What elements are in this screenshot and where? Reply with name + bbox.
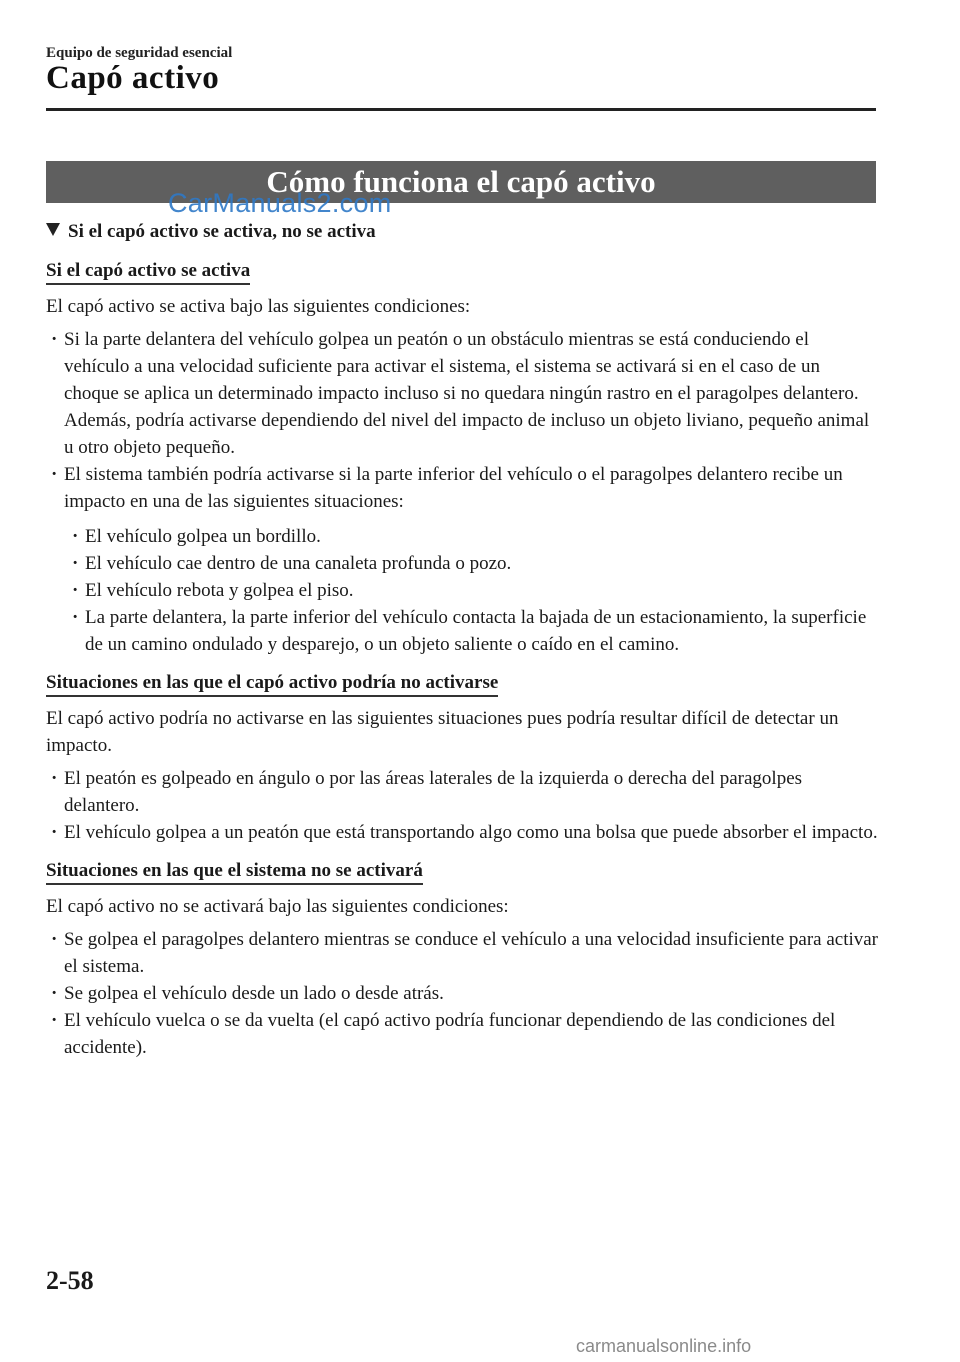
topic-heading — [46, 218, 878, 246]
section-title: Situaciones en las que el sistema no se activará — [46, 858, 423, 885]
watermark-logo: CarManuals2.com — [168, 188, 392, 218]
list-item: · El vehículo golpea un bordillo. — [67, 523, 878, 550]
section-intro: El capó activo se activa bajo las siguientes condiciones: — [46, 296, 471, 317]
bullet-list — [46, 765, 878, 846]
watermark-footer: carmanualsonline.info — [576, 1336, 752, 1356]
sub-bullet-list — [46, 523, 878, 658]
header-divider — [46, 108, 876, 111]
section-will-not-activate — [46, 857, 878, 1061]
list-item: · Si la parte delantera del vehículo golpea un peatón o un obstáculo mientras se está conduciendo el vehículo a una velocidad suficiente para activar el sistema, el sistema se activará si en el caso de un choque se aplica un determinado impacto incluso si no quedara ningún rastro en el paragolpes delantero. Además, podría activarse dependiendo del nivel del impacto de incluso un objeto liviano, pequeño animal u otro objeto pequeño. — [46, 326, 878, 461]
section-activates — [46, 257, 878, 658]
list-item: · Se golpea el paragolpes delantero mientras se conduce el vehículo a una velocidad insuficiente para activar el sistema. — [46, 926, 878, 980]
triangle-down-icon — [46, 223, 60, 236]
page-number: 2-58 — [46, 1266, 94, 1295]
list-item: · El peatón es golpeado en ángulo o por las áreas laterales de la izquierda o derecha del paragolpes delantero. — [46, 765, 878, 819]
section-banner: Cómo funciona el capó activo — [46, 161, 876, 203]
topic-heading-text: Si el capó activo se activa, no se activa — [68, 221, 376, 242]
list-item: · El vehículo cae dentro de una canaleta profunda o pozo. — [67, 550, 878, 577]
list-item: · La parte delantera, la parte inferior del vehículo contacta la bajada de un estacionamiento, la superficie de un camino ondulado y desparejo, o un objeto saliente o caído en el camino. — [67, 604, 878, 658]
chapter-label: Equipo de seguridad esencial — [46, 45, 233, 61]
page-title: Capó activo — [46, 60, 220, 96]
main-content — [46, 218, 878, 1061]
list-item: · El vehículo golpea a un peatón que está transportando algo como una bolsa que puede absorber el impacto. — [46, 819, 878, 846]
list-item: · El vehículo vuelca o se da vuelta (el capó activo podría funcionar dependiendo de las condiciones del accidente). — [46, 1007, 878, 1061]
section-intro: El capó activo podría no activarse en las siguientes situaciones pues podría resultar difícil de detectar un impacto. — [46, 708, 839, 756]
section-title: Si el capó activo se activa — [46, 258, 250, 285]
section-may-not-activate — [46, 669, 878, 846]
list-item: · El sistema también podría activarse si la parte inferior del vehículo o el paragolpes delantero recibe un impacto en una de las siguientes situaciones: — [46, 461, 878, 515]
list-item: · Se golpea el vehículo desde un lado o desde atrás. — [46, 980, 878, 1007]
section-title: Situaciones en las que el capó activo podría no activarse — [46, 670, 498, 697]
bullet-list — [46, 326, 878, 515]
bullet-list — [46, 926, 878, 1061]
section-intro: El capó activo no se activará bajo las siguientes condiciones: — [46, 896, 509, 917]
list-item: · El vehículo rebota y golpea el piso. — [67, 577, 878, 604]
